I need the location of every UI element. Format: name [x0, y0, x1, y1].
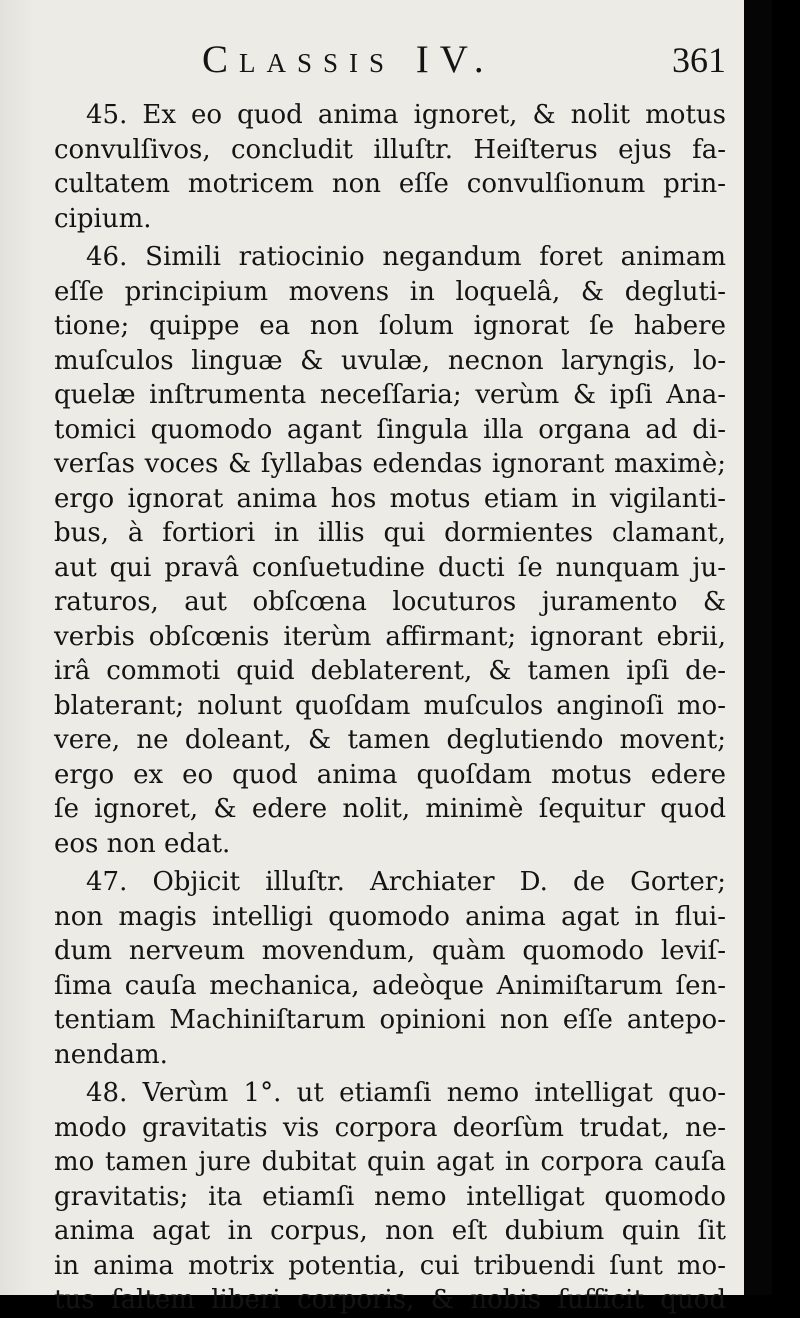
text-line: dum nerveum movendum, quàm quomodo leviſ-: [54, 936, 726, 966]
paragraph: [54, 240, 726, 861]
text-line: bus, à fortiori in illis qui dormientes clamant,: [54, 518, 726, 548]
text-line: cipium.: [54, 203, 152, 234]
scan-edge-shadow: [744, 0, 772, 1295]
text-line: ergo ignorat anima hos motus etiam in vigilanti-: [54, 483, 726, 514]
running-head: [54, 38, 726, 98]
paragraph: [54, 98, 726, 236]
text-line: mo tamen jure dubitat quin agat in corpora cauſa: [54, 1147, 726, 1177]
text-line: ergo ex eo quod anima quoſdam motus edere: [54, 759, 726, 790]
text-line: 46. Simili ratiocinio negandum foret animam: [86, 242, 726, 272]
text-line: anima agat in corpus, non eſt dubium quin ſit: [54, 1216, 726, 1246]
text-line: ſima cauſa mechanica, adeòque Animiſtarum ſen-: [54, 970, 726, 1001]
paragraph: [54, 1076, 726, 1318]
text-line: tione; quippe ea non ſolum ignorat ſe habere: [54, 311, 726, 341]
text-line: convulſivos, concludit illuſtr. Heiſterus ejus fa-: [54, 134, 726, 165]
text-line: 45. Ex eo quod anima ignoret, & nolit motus: [86, 100, 726, 130]
text-line: raturos, aut obſcœna locuturos juramento &: [54, 587, 726, 617]
text-line: modo gravitatis vis corpora deorſùm trudat, ne-: [54, 1112, 726, 1143]
text-line: quelæ inſtrumenta neceſſaria; verùm & ipſi Ana-: [54, 380, 726, 410]
text-line: in anima motrix potentia, cui tribuendi ſunt mo-: [54, 1250, 726, 1281]
text-block: [54, 38, 726, 1318]
text-line: verbis obſcœnis iterùm affirmant; ignorant ebrii,: [54, 621, 726, 652]
text-line: aut qui pravâ conſuetudine ducti ſe nunquam ju-: [54, 552, 726, 583]
text-line: cultatem motricem non eſſe convulſionum prin-: [54, 169, 726, 199]
text-line: non magis intelligi quomodo anima agat in flui-: [54, 901, 726, 932]
running-head-title: Classis IV.: [202, 38, 495, 81]
text-line: blaterant; nolunt quoſdam muſculos anginoſi mo-: [54, 690, 726, 721]
body-text: [54, 98, 726, 1318]
text-line: eos non edat.: [54, 828, 231, 859]
paragraph: [54, 865, 726, 1072]
text-line: 48. Verùm 1°. ut etiamſi nemo intelligat quo-: [86, 1078, 726, 1108]
text-line: gravitatis; ita etiamſi nemo intelligat quomodo: [54, 1181, 726, 1212]
text-line: tus ſaltem liberi corporis, & nobis ſufficit quod: [54, 1285, 726, 1315]
page-gutter: [0, 0, 34, 1295]
text-line: ſe ignoret, & edere nolit, minimè ſequitur quod: [54, 794, 726, 824]
text-line: nendam.: [54, 1039, 168, 1070]
text-line: vere, ne doleant, & tamen deglutiendo movent;: [54, 725, 726, 755]
text-line: tentiam Machiniſtarum opinioni non eſſe antepo-: [54, 1005, 726, 1035]
text-line: 47. Objicit illuſtr. Archiater D. de Gorter;: [86, 867, 726, 897]
text-line: irâ commoti quid deblaterent, & tamen ipſi de-: [54, 656, 726, 686]
text-line: tomici quomodo agant ſingula illa organa ad di-: [54, 414, 726, 445]
text-line: verſas voces & ſyllabas edendas ignorant maximè;: [54, 449, 726, 479]
text-line: muſculos linguæ & uvulæ, necnon laryngis, lo-: [54, 345, 726, 376]
page-number: 361: [672, 40, 726, 80]
text-line: eſſe principium movens in loquelâ, & degluti-: [54, 276, 726, 307]
